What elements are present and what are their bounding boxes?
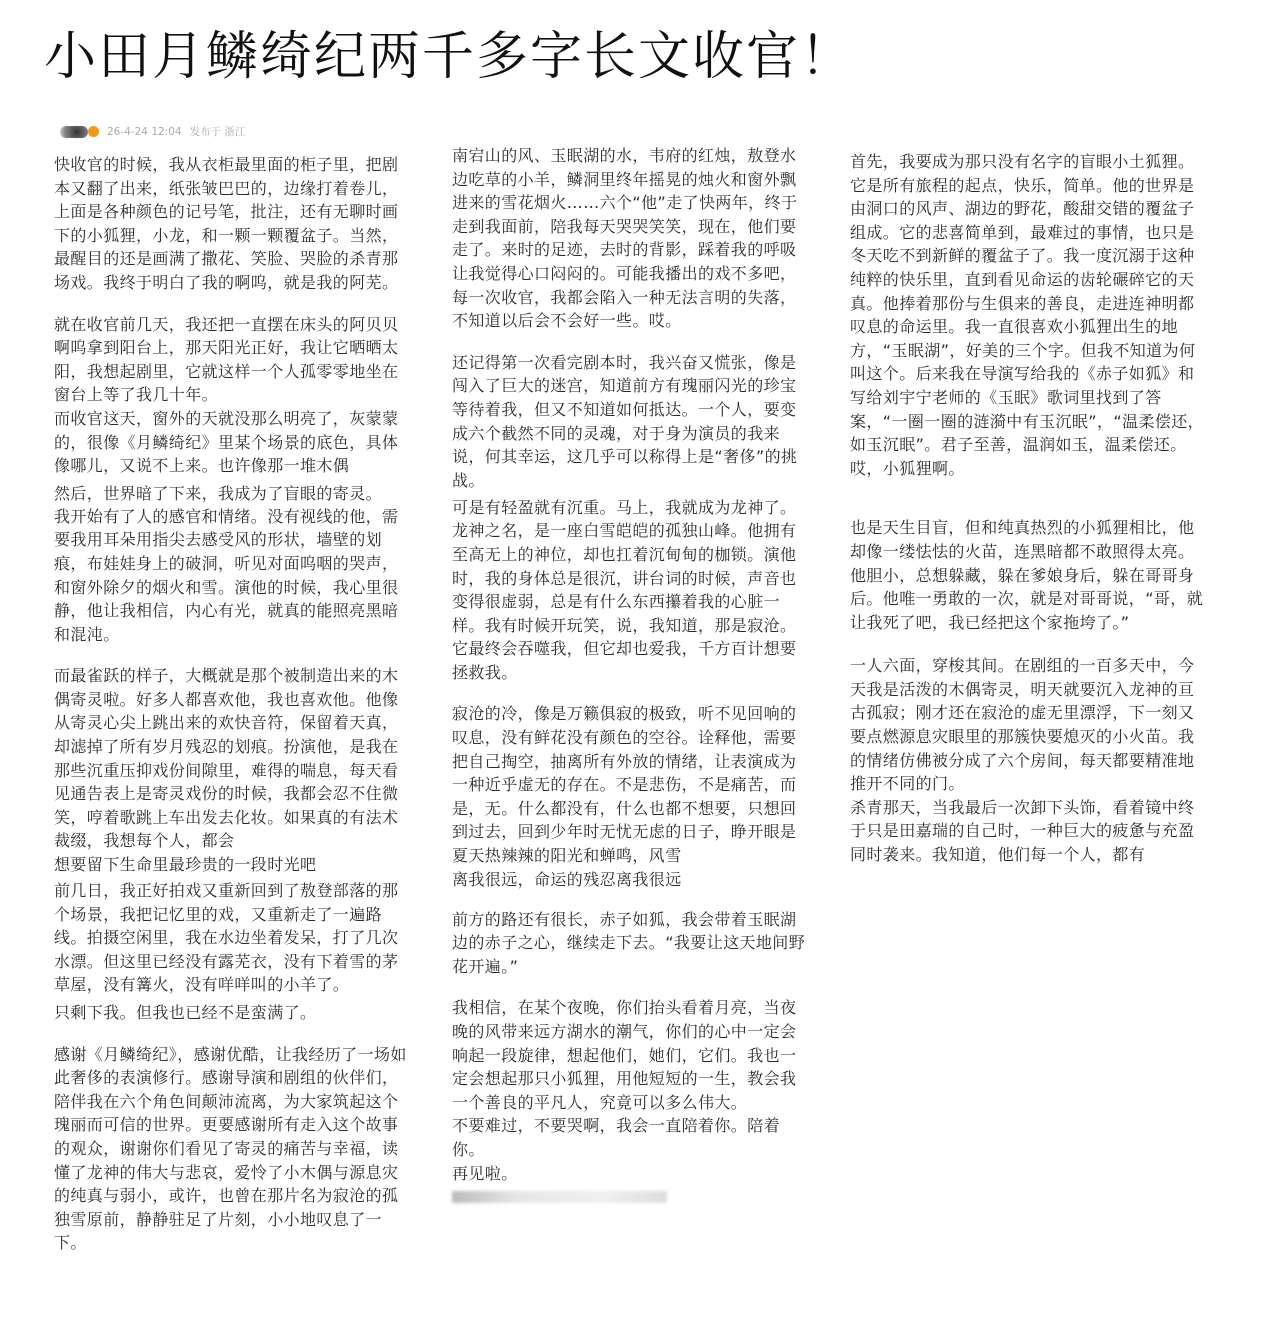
cut-line: 可是有轻盈就有沉重。马上，我就成为龙神了。 [452, 498, 797, 518]
verified-badge-icon [88, 126, 99, 137]
paragraph: 我相信，在某个夜晚，你们抬头看着月亮，当夜晚的风带来远方湖水的潮气，你们的心中一定会响起一段旋律，想起他们，她们，它们。我也一定会想起那只小狐狸，用他短短的一生，教会我一个善良的平凡人，究竟可以多么伟大。 [452, 998, 797, 1112]
paragraph: 就在收官前几天，我还把一直摆在床头的阿贝贝啊呜拿到阳台上，那天阳光正好，我让它晒晒太阳，我想起剧里，它就这样一个人孤零零地坐在窗台上等了我几十年。 [54, 314, 399, 405]
column-3 [850, 150, 1206, 867]
post-meta [60, 124, 245, 139]
text-block-col1-b [54, 483, 410, 875]
paragraph: 南宕山的风、玉眠湖的水，韦府的红烛，敖登水边吃草的小羊，鳞洞里终年摇晃的烛火和窗外飘进来的雪花烟火……六个“他”走了快两年，终于走到我面前，陪我每天哭哭笑笑，现在，他们要走了。来时的足迹，去时的背影，踩着我的呼吸让我觉得心口闷闷的。可能我播出的戏不多吧，每一次收官，我都会陷入一种无法言明的失落，不知道以后会不会好一些。哎。 [452, 146, 798, 331]
paragraph: 也是天生目盲，但和纯真热烈的小狐狸相比，他却像一缕怯怯的火苗，连黑暗都不敢照得太亮。他胆小，总想躲藏，躲在爹娘身后，躲在哥哥身后。他唯一勇敢的一次，就是对哥哥说，“哥，就让我死了吧，我已经把这个家拖垮了。” [850, 518, 1204, 632]
text-block-col2-b [452, 498, 808, 889]
paragraph: 不要难过，不要哭啊，我会一直陪着你。陪着你。 [452, 1116, 781, 1159]
paragraph: 前几日，我正好拍戏又重新回到了敖登部落的那个场景，我把记忆里的戏，又重新走了一遍路线。拍摄空闲里，我在水边坐着发呆，打了几次水漂。但这里已经没有露芜衣，没有下着雪的茅草屋，没有篝火，没有咩咩叫的小羊了。 [54, 881, 399, 995]
paragraph: 我开始有了人的感官和情绪。没有视线的他，需要我用耳朵用指尖去感受风的形状，墙壁的划痕，布娃娃身上的破洞，听见对面呜咽的哭声，和窗外除夕的烟火和雪。演他的时候，我心里很静，他让我相信，内心有光，就真的能照亮黑暗和混沌。 [54, 506, 399, 644]
text-block-col2-a [452, 144, 808, 492]
text-block-col3-c [850, 654, 1206, 866]
column-1 [54, 153, 410, 1255]
paragraph: 龙神之名，是一座白雪皑皑的孤独山峰。他拥有至高无上的神位，却也扛着沉甸甸的枷锁。演他时，我的身体总是很沉，讲台词的时候，声音也变得很虚弱，总是有什么东西攥着我的心脏一样。我有时候开玩笑，说，我知道，那是寂沧。它最终会吞噬我，但它却也爱我，千方百计想要拯救我。 [452, 521, 797, 682]
text-block-col1-a [54, 153, 410, 478]
paragraph: 杀青那天，当我最后一次卸下头饰，看着镜中终于只是田嘉瑞的自己时，一种巨大的疲惫与充盈同时袭来。我知道，他们每一个人，都有 [850, 797, 1195, 865]
cut-line: 离我很远，命运的残忍离我很远 [452, 869, 682, 889]
paragraph: 感谢《月鳞绮纪》，感谢优酷，让我经历了一场如此奢侈的表演修行。感谢导演和剧组的伙伴们，陪伴我在六个角色间颠沛流离，为大家筑起这个瑰丽而可信的世界。更要感谢所有走入这个故事的观众，谢谢你们看见了寄灵的痛苦与幸福，读懂了龙神的伟大与悲哀，爱怜了小木偶与源息灾的纯真与弱小，或许，也曾在那片名为寂沧的孤独雪原前，静静驻足了片刻，小小地叹息了一下。 [54, 1044, 407, 1253]
paragraph: 快收官的时候，我从衣柜最里面的柜子里，把剧本又翻了出来，纸张皱巴巴的，边缘打着卷儿，上面是各种颜色的记号笔，批注，还有无聊时画下的小狐狸，小龙，和一颗一颗覆盆子。当然，最醒目的还是画满了撒花、笑脸、哭脸的杀青那场戏。我终于明白了我的啊呜，就是我的阿芜。 [54, 155, 399, 292]
column-2 [452, 144, 808, 1203]
avatar[interactable] [60, 126, 88, 138]
paragraph: 寂沧的冷，像是万籁俱寂的极致，听不见回响的叹息，没有鲜花没有颜色的空谷。诠释他，需要把自己掏空，抽离所有外放的情绪，让表演成为一种近乎虚无的存在。不是悲伤，不是痛苦，而是，无。什么都没有，什么也都不想要，只想回到过去，回到少年时无忧无虑的日子，睁开眼是夏天热辣辣的阳光和蝉鸣，风雪 [452, 704, 797, 866]
page-title: 小田月鳞绮纪两千多字长文收官！ [44, 27, 855, 87]
paragraph: 而最雀跃的样子，大概就是那个被制造出来的木偶寄灵啦。好多人都喜欢他，我也喜欢他。他像从寄灵心尖上跳出来的欢快音符，保留着天真，却滤掉了所有岁月残忍的划痕。扮演他，是我在那些沉重压抑戏份间隙里，难得的喘息，每天看见通告表上是寄灵戏份的时候，我都会忍不住微笑，哼着歌跳上车出发去化妆。如果真的有法术裁缀，我想每个人，都会 [54, 666, 399, 851]
paragraph: 前方的路还有很长，赤子如狐，我会带着玉眠湖边的赤子之心，继续走下去。“我要让这天地间野花开遍。” [452, 909, 806, 976]
cut-line: 然后，世界暗了下来，我成为了盲眼的寄灵。 [54, 483, 383, 503]
cut-line: 想要留下生命里最珍贵的一段时光吧 [54, 855, 317, 875]
text-block-col1-c [54, 879, 410, 1255]
paragraph: 还记得第一次看完剧本时，我兴奋又慌张，像是闯入了巨大的迷宫，知道前方有瑰丽闪光的珍宝等待着我，但又不知道如何抵达。一个人，要变成六个截然不同的灵魂，对于身为演员的我来说，何其幸运，这几乎可以称得上是“奢侈”的挑战。 [452, 352, 798, 490]
blurred-signature [452, 1191, 667, 1203]
paragraph: 而收官这天，窗外的天就没那么明亮了，灰蒙蒙的，很像《月鳞绮纪》里某个场景的底色，具体像哪儿，又说不上来。也许像那一堆木偶 [54, 408, 399, 476]
text-block-col3-b [850, 516, 1206, 634]
paragraph: 只剩下我。但我也已经不是蛮满了。 [54, 1003, 317, 1022]
text-block-col3-a [850, 150, 1206, 480]
paragraph: 再见啦。 [452, 1163, 518, 1183]
post-location: 发布于 浙江 [189, 126, 246, 138]
paragraph: 一人六面，穿梭其间。在剧组的一百多天中，今天我是活泼的木偶寄灵，明天就要沉入龙神的亘古孤寂；刚才还在寂沧的虚无里漂浮，下一刻又要点燃源息灾眼里的那簇快要熄灭的小火苗。我的情绪仿佛被分成了六个房间，每天都要精准地推开不同的门。 [850, 656, 1195, 794]
paragraph: 首先，我要成为那只没有名字的盲眼小土狐狸。它是所有旅程的起点，快乐，简单。他的世界是由洞口的风声、湖边的野花，酸甜交错的覆盆子组成。它的悲喜简单到，最难过的事情，也只是冬天吃不到新鲜的覆盆子了。我一度沉溺于这种纯粹的快乐里，直到看见命运的齿轮碾碎它的天真。他捧着那份与生俱来的善良，走进连神明都叹息的命运里。我一直很喜欢小狐狸出生的地方，“玉眠湖”，好美的三个字。但我不知道为何叫这个。后来我在导演写给我的《赤子如狐》和写给刘宇宁老师的《玉眠》歌词里找到了答案，“一圈一圈的涟漪中有玉沉眠”，“温柔偿还，如玉沉眠”。君子至善，温润如玉，温柔偿还。哎，小狐狸啊。 [850, 152, 1205, 478]
text-block-col2-c [452, 908, 808, 1204]
post-date: 26-4-24 12:04 [107, 125, 182, 138]
